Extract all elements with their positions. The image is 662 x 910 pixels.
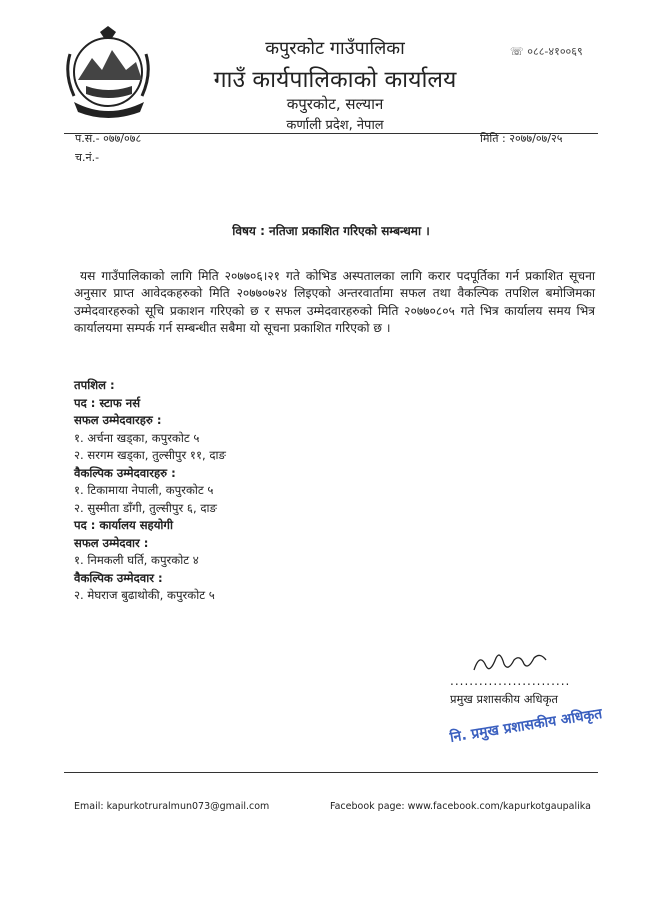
- office-name: गाउँ कार्यपालिकाको कार्यालय: [213, 67, 457, 93]
- list-item: १. निमकली घर्ति, कपुरकोट ४: [74, 553, 199, 567]
- list-item: २. सरगम खड्का, तुल्सीपुर ११, दाङ: [74, 448, 226, 462]
- letter-date: मिति : २०७७/०७/२५: [480, 132, 563, 145]
- province-name: कर्णाली प्रदेश, नेपाल: [286, 118, 384, 133]
- signature-block: [448, 648, 604, 758]
- signature-scribble: [470, 648, 550, 676]
- list-item: १. टिकामाया नेपाली, कपुरकोट ५: [74, 483, 214, 497]
- municipality-name: कपुरकोट गाउँपालिका: [265, 38, 405, 59]
- office-location: कपुरकोट, सल्यान: [286, 95, 384, 113]
- list-item: पद : स्टाफ नर्स: [74, 395, 141, 410]
- signatory-title: प्रमुख प्रशासकीय अधिकृत: [450, 692, 558, 706]
- list-item: सफल उम्मेदवारहरु :: [74, 413, 162, 427]
- government-emblem: [56, 24, 160, 124]
- list-item: १. अर्चना खड्का, कपुरकोट ५: [74, 430, 200, 445]
- contact-email: Email: kapurkotruralmun073@gmail.com: [74, 801, 270, 812]
- list-item: तपशिल :: [74, 378, 115, 392]
- phone-number: ☏ ०८८-४१००६९: [510, 45, 583, 58]
- list-item: वैकल्पिक उम्मेदवारहरु :: [74, 465, 176, 480]
- list-item: पद : कार्यालय सहयोगी: [74, 518, 173, 532]
- list-item: २. मेघराज बुढाथोकी, कपुरकोट ५: [74, 588, 215, 602]
- dispatch-number: च.नं.-: [75, 151, 100, 164]
- official-stamp: नि. प्रमुख प्रशासकीय अधिकृत: [448, 706, 604, 746]
- signature-line: .........................: [450, 674, 571, 688]
- list-item: सफल उम्मेदवार :: [74, 535, 149, 550]
- letter-body: यस गाउँपालिकाको लागि मिति २०७७०६।२१ गते कोभिड अस्पतालका लागि करार पदपूर्तिका गर्न प्रकाशित सूचना अनुसार प्राप्त आवेदकहरुको मिति २०७७०७२४ लिइएको अन्तरवार्तामा सफल तथा वैकल्पिक तपशिल बमोजिमका उम्मेदवारहरुको सूचि प्रकाशन गरिएको छ र सफल उम्मेदवारहरुको मिति २०७७०८०५ गते भित्र कार्यालय समय भित्र कार्यालयमा सम्पर्क गर्न सम्बन्धीत सबैमा यो सूचना प्रकाशित गरिएको छ ।: [74, 269, 595, 336]
- letter-subject: विषय : नतिजा प्रकाशित गरिएको सम्बन्धमा ।: [232, 224, 430, 238]
- reference-number: प.सं.- ०७७/०७८: [75, 132, 142, 145]
- candidate-list: [74, 377, 226, 605]
- list-item: २. सुस्मीता डाँगी, तुल्सीपुर ६, दाङ: [74, 500, 217, 515]
- footer-divider: [64, 772, 598, 773]
- list-item: वैकल्पिक उम्मेदवार :: [74, 570, 163, 585]
- facebook-page: Facebook page: www.facebook.com/kapurkotgaupalika: [330, 801, 591, 812]
